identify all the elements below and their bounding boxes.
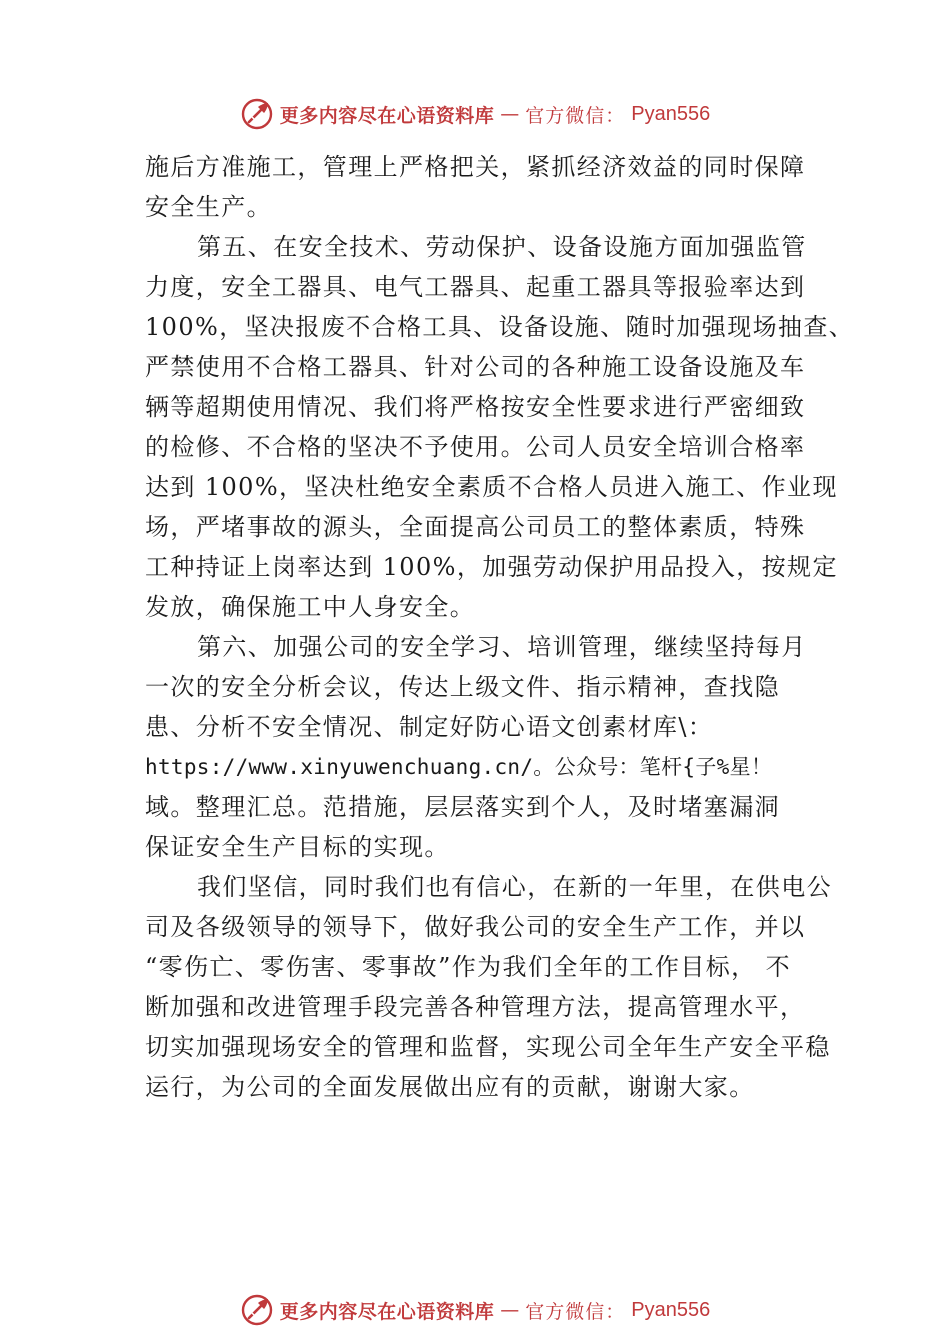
body-line: 司及各级领导的领导下，做好我公司的安全生产工作，并以 <box>145 913 806 941</box>
body-line: 100%，坚决报废不合格工具、设备设施、随时加强现场抽查、 <box>145 313 855 341</box>
body-line: 保证安全生产目标的实现。 <box>145 833 450 861</box>
footer-banner <box>0 1290 950 1330</box>
document-body <box>145 147 855 1107</box>
body-line: 第五、在安全技术、劳动保护、设备设施方面加强监管 <box>197 233 807 261</box>
body-line: 施后方准施工，管理上严格把关，紧抓经济效益的同时保障 <box>145 153 806 181</box>
body-line: 力度，安全工器具、电气工器具、起重工器具等报验率达到 <box>145 273 806 301</box>
body-line: 我们坚信，同时我们也有信心，在新的一年里，在供电公 <box>197 873 832 901</box>
body-line: 工种持证上岗率达到 100%，加强劳动保护用品投入，按规定 <box>145 553 838 581</box>
header-wechat-label: 官方微信： <box>525 104 626 127</box>
body-line: “零伤亡、零伤害、零事故”作为我们全年的工作目标， 不 <box>145 953 791 981</box>
body-line: 域。整理汇总。范措施，层层落实到个人，及时堵塞漏洞 <box>145 793 780 821</box>
footer-wechat-label: 官方微信： <box>525 1300 626 1323</box>
footer-dash: — <box>500 1299 520 1321</box>
body-line: 的检修、不合格的坚决不予使用。公司人员安全培训合格率 <box>145 433 806 461</box>
header-banner <box>0 94 950 134</box>
footer-title: 更多内容尽在心语资料库 <box>279 1300 495 1323</box>
body-line: 一次的安全分析会议，传达上级文件、指示精神，查找隐 <box>145 673 780 701</box>
body-line: 辆等超期使用情况、我们将严格按安全性要求进行严密细致 <box>145 393 806 421</box>
header-wechat-account: Pyan556 <box>631 102 711 125</box>
body-line: 达到 100%，坚决杜绝安全素质不合格人员进入施工、作业现 <box>145 473 838 501</box>
body-line: 断加强和改进管理手段完善各种管理方法，提高管理水平， <box>145 993 806 1021</box>
body-line-url: https://www.xinyuwenchuang.cn/。公众号：笔杆{子%星！ <box>145 755 773 779</box>
body-line: 安全生产。 <box>145 193 272 221</box>
body-line: 发放，确保施工中人身安全。 <box>145 593 476 621</box>
body-line: 患、分析不安全情况、制定好防心语文创素材库\： <box>145 713 714 741</box>
quill-logo-icon <box>240 1293 274 1327</box>
body-line: 严禁使用不合格工器具、针对公司的各种施工设备设施及车 <box>145 353 806 381</box>
header-dash: — <box>500 103 520 125</box>
quill-logo-icon <box>240 97 274 131</box>
header-title: 更多内容尽在心语资料库 <box>279 104 495 127</box>
body-line: 第六、加强公司的安全学习、培训管理，继续坚持每月 <box>197 633 807 661</box>
body-line: 切实加强现场安全的管理和监督，实现公司全年生产安全平稳 <box>145 1033 831 1061</box>
body-line: 运行，为公司的全面发展做出应有的贡献，谢谢大家。 <box>145 1073 755 1101</box>
body-line: 场，严堵事故的源头，全面提高公司员工的整体素质，特殊 <box>145 513 806 541</box>
footer-wechat-account: Pyan556 <box>631 1298 711 1321</box>
